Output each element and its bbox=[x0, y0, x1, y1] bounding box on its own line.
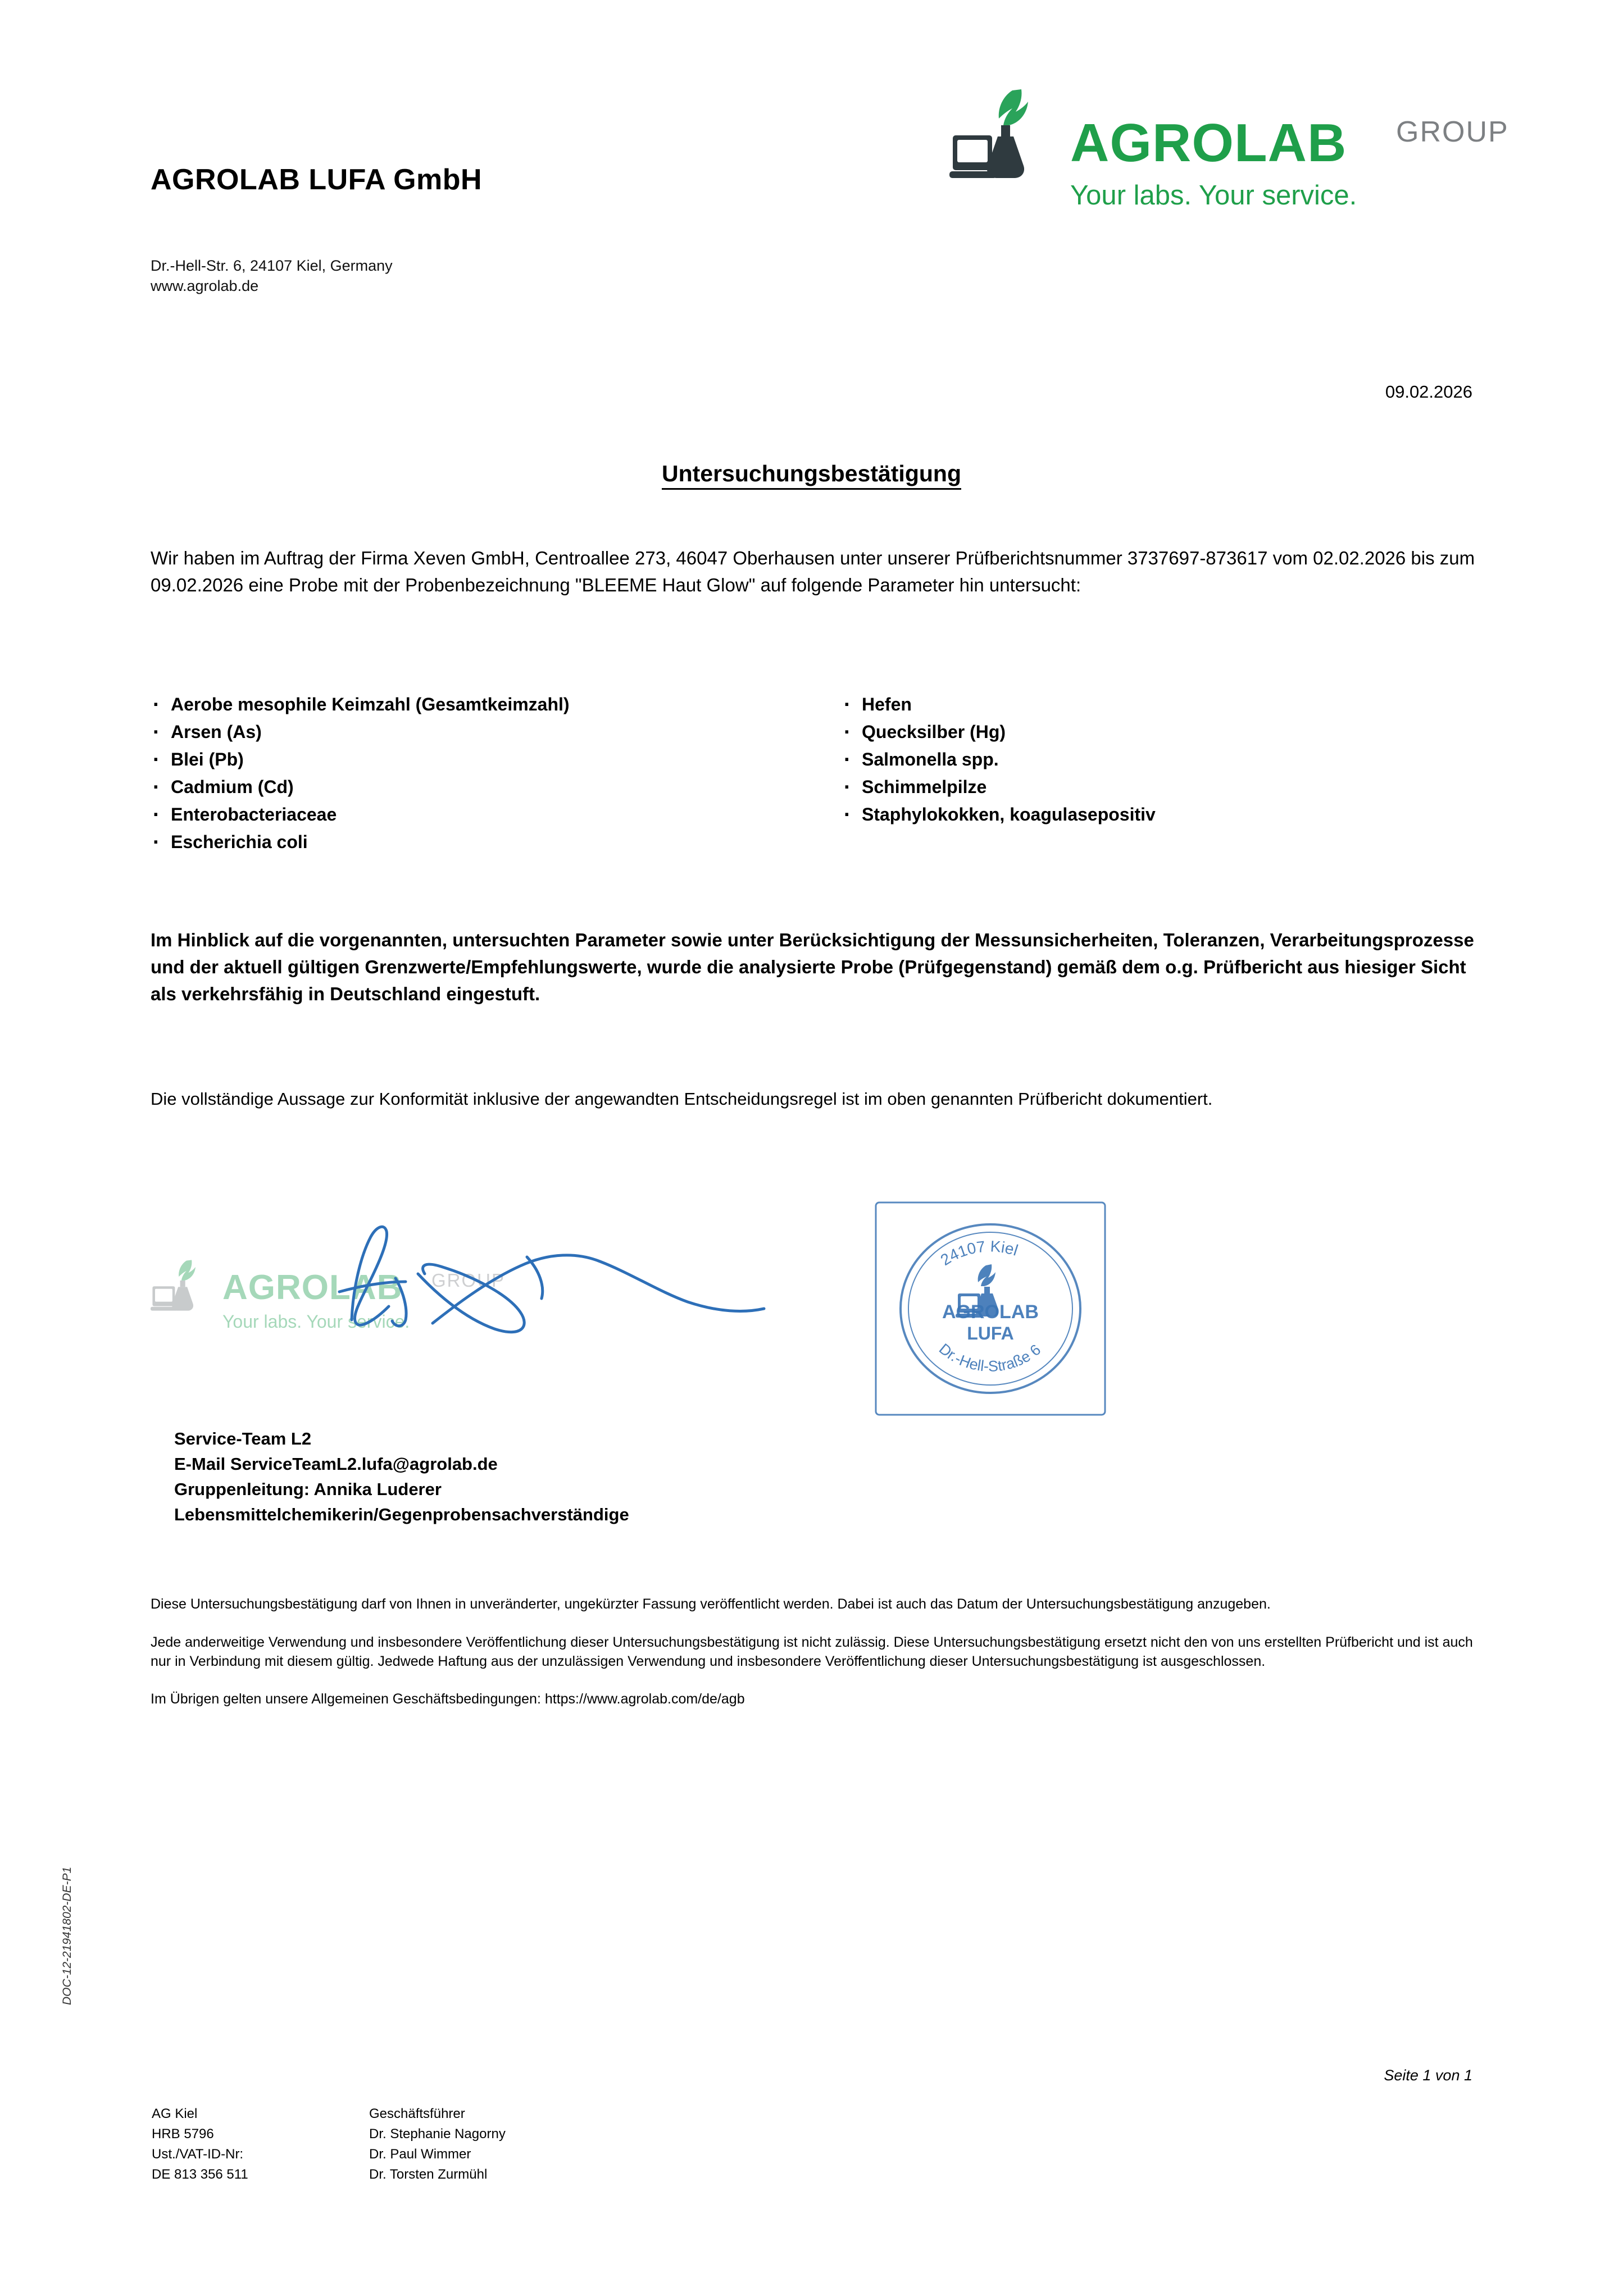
agrolab-logo-mark bbox=[949, 81, 1067, 194]
company-name: AGROLAB LUFA GmbH bbox=[151, 163, 483, 196]
logo-group-text: GROUP bbox=[1396, 116, 1509, 148]
footer-right-cell: Geschäftsführer bbox=[369, 2106, 465, 2121]
signature-email: E-Mail ServiceTeamL2.lufa@agrolab.de bbox=[174, 1454, 498, 1474]
document-title bbox=[0, 461, 1623, 487]
company-address bbox=[151, 256, 393, 297]
watermark-logo bbox=[151, 1255, 555, 1373]
document-title-text: Untersuchungsbestätigung bbox=[662, 461, 961, 490]
footer-left-cell: AG Kiel bbox=[152, 2106, 198, 2121]
document-code: DOC-12-21941802-DE-P1 bbox=[61, 1866, 74, 2005]
address-line-1: Dr.-Hell-Str. 6, 24107 Kiel, Germany bbox=[151, 257, 393, 274]
watermark-group-text: GROUP bbox=[431, 1270, 506, 1291]
footer-row bbox=[152, 2165, 506, 2184]
parameter-column-right bbox=[842, 691, 1460, 828]
signature-details bbox=[174, 1427, 629, 1528]
footer-left-cell: Ust./VAT-ID-Nr: bbox=[152, 2147, 244, 2162]
footer-left-cell: DE 813 356 511 bbox=[152, 2167, 248, 2183]
footer-row bbox=[152, 2125, 506, 2144]
parameter-item: · Salmonella spp. bbox=[842, 746, 1460, 773]
parameter-item: · Blei (Pb) bbox=[151, 746, 842, 773]
parameter-item: · Schimmelpilze bbox=[842, 773, 1460, 801]
signature-area bbox=[151, 1185, 1162, 1421]
parameter-lists bbox=[151, 691, 1482, 856]
watermark-tagline: Your labs. Your service. bbox=[222, 1311, 410, 1332]
footer-row bbox=[152, 2104, 506, 2124]
signature-team: Service-Team L2 bbox=[174, 1429, 312, 1448]
address-line-2: www.agrolab.de bbox=[151, 277, 259, 295]
fineprint-paragraph-3: Im Übrigen gelten unsere Allgemeinen Geschäftsbedingungen: https://www.agrolab.com/de/agb bbox=[151, 1691, 745, 1707]
footer-right-cell: Dr. Stephanie Nagorny bbox=[369, 2126, 506, 2142]
footer-table bbox=[151, 2103, 507, 2185]
logo-tagline: Your labs. Your service. bbox=[1070, 180, 1357, 211]
logo-wordmark: AGROLAB bbox=[1070, 113, 1347, 173]
parameter-item: · Staphylokokken, koagulasepositiv bbox=[842, 801, 1460, 828]
fineprint-paragraph-1: Diese Untersuchungsbestätigung darf von Ihnen in unveränderter, ungekürzter Fassung veröffentlicht werden. Dabei ist auch das Datum der Untersuchungsbestätigung anzugeben. bbox=[151, 1596, 1271, 1612]
fineprint-paragraph-2: Jede anderweitige Verwendung und insbesondere Veröffentlichung dieser Untersuchungsbestätigung ist nicht zulässig. Diese Untersuchungsbestätigung ersetzt nicht den von uns erstellten Prüfbericht und ist auch nur in Verbindung mit diesem gültig. Jedwede Haftung aus der unzulässigen Verwendung und insbesondere Veröffentlichung dieser Untersuchungsbestätigung ist ausgeschlossen. bbox=[151, 1634, 1473, 1669]
parameter-item: · Arsen (As) bbox=[151, 718, 842, 746]
conformity-note: Die vollständige Aussage zur Konformität inklusive der angewandten Entscheidungsregel ist im oben genannten Prüfbericht dokumentiert. bbox=[151, 1089, 1213, 1109]
document-date: 09.02.2026 bbox=[1385, 382, 1472, 402]
signature-qualification: Lebensmittelchemikerin/Gegenprobensachverständige bbox=[174, 1504, 629, 1524]
watermark-logo-mark bbox=[151, 1255, 218, 1320]
parameter-item: · Escherichia coli bbox=[151, 828, 842, 856]
parameter-item: · Cadmium (Cd) bbox=[151, 773, 842, 801]
page-number: Seite 1 von 1 bbox=[1384, 2067, 1472, 2084]
footer-right-cell: Dr. Paul Wimmer bbox=[369, 2147, 471, 2162]
signature-group-lead: Gruppenleitung: Annika Luderer bbox=[174, 1479, 442, 1499]
official-stamp bbox=[872, 1199, 1108, 1418]
stamp-top-text: 24107 Kiel bbox=[937, 1237, 1020, 1269]
footer-left-cell: HRB 5796 bbox=[152, 2126, 214, 2142]
fineprint-section bbox=[151, 1595, 1490, 1728]
agrolab-logo bbox=[949, 81, 1517, 267]
stamp-name: AGROLAB bbox=[942, 1301, 1039, 1323]
parameter-list-right bbox=[842, 691, 1460, 828]
parameter-item: · Quecksilber (Hg) bbox=[842, 718, 1460, 746]
parameter-item: · Hefen bbox=[842, 691, 1460, 718]
parameter-item: · Aerobe mesophile Keimzahl (Gesamtkeimzahl) bbox=[151, 691, 842, 718]
intro-paragraph: Wir haben im Auftrag der Firma Xeven GmbH, Centroallee 273, 46047 Oberhausen unter unserer Prüfberichtsnummer 3737697-873617 vom 02.02.2026 bis zum 09.02.2026 eine Probe mit der Probenbezeichnung "BLEEME Haut Glow" auf folgende Parameter hin untersucht: bbox=[151, 548, 1475, 595]
parameter-item: · Enterobacteriaceae bbox=[151, 801, 842, 828]
stamp-sub: LUFA bbox=[967, 1323, 1014, 1343]
conformity-statement: Im Hinblick auf die vorgenannten, untersuchten Parameter sowie unter Berücksichtigung der Messunsicherheiten, Toleranzen, Verarbeitungsprozesse und der aktuell gültigen Grenzwerte/Empfehlungswerte, wurde die analysierte Probe (Prüfgegenstand) gemäß dem o.g. Prüfbericht aus hiesiger Sicht als verkehrsfähig in Deutschland eingestuft. bbox=[151, 930, 1474, 1004]
footer-row bbox=[152, 2145, 506, 2164]
footer-right-cell: Dr. Torsten Zurmühl bbox=[369, 2167, 488, 2183]
parameter-column-left bbox=[151, 691, 842, 856]
stamp-bottom-text: Dr.-Hell-Straße 6 bbox=[935, 1340, 1044, 1375]
parameter-list-left bbox=[151, 691, 842, 856]
watermark-wordmark: AGROLAB bbox=[222, 1268, 403, 1307]
